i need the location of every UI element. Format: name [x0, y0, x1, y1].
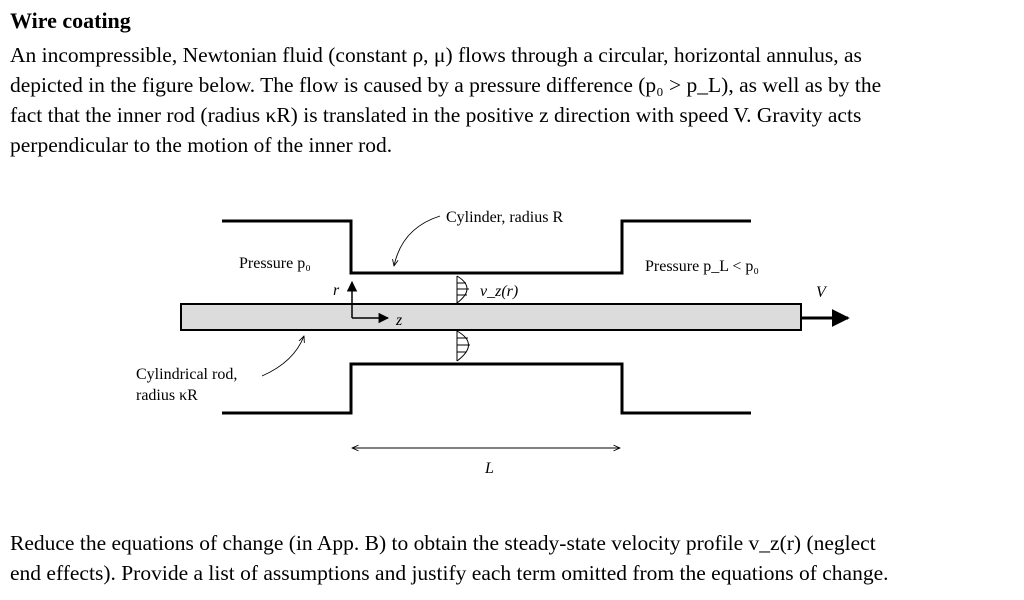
task-line-2: end effects). Provide a list of assumptions and justify each term omitted from the equations of change.: [10, 561, 889, 585]
velocity-profile-lower: [457, 331, 470, 361]
cylinder-label: Cylinder, radius R: [446, 209, 564, 226]
rod-leader: [262, 336, 304, 376]
problem-title: Wire coating: [10, 8, 131, 33]
intro-line-1: An incompressible, Newtonian fluid (constant ρ, μ) flows through a circular, horizontal annulus, as: [10, 43, 862, 67]
intro-line-4: perpendicular to the motion of the inner rod.: [10, 133, 393, 157]
cylinder-leader: [394, 216, 440, 266]
intro-line-2: depicted in the figure below. The flow is caused by a pressure difference (p₀ > p_L), as well as by the: [10, 73, 882, 97]
velocity-label: v_z(r): [480, 283, 519, 300]
z-axis-label: z: [396, 312, 403, 329]
inner-rod: [181, 304, 801, 330]
problem-task: [10, 528, 1016, 588]
pressure-inlet-label: Pressure p₀: [239, 255, 311, 272]
lower-wall: [222, 364, 751, 413]
speed-label: V: [816, 284, 826, 301]
intro-line-3: fact that the inner rod (radius κR) is translated in the positive z direction with speed V. Gravity acts: [10, 103, 862, 127]
velocity-profile-upper: [457, 276, 469, 303]
pressure-outlet-label: Pressure p_L < p₀: [645, 258, 759, 275]
rod-label-line-1: Cylindrical rod,: [136, 366, 238, 383]
length-label: L: [485, 460, 494, 477]
r-axis-label: r: [333, 282, 340, 299]
task-line-1: Reduce the equations of change (in App. B) to obtain the steady-state velocity profile v_z(r) (neglect: [10, 531, 876, 555]
rod-label-line-2: radius κR: [136, 387, 198, 404]
